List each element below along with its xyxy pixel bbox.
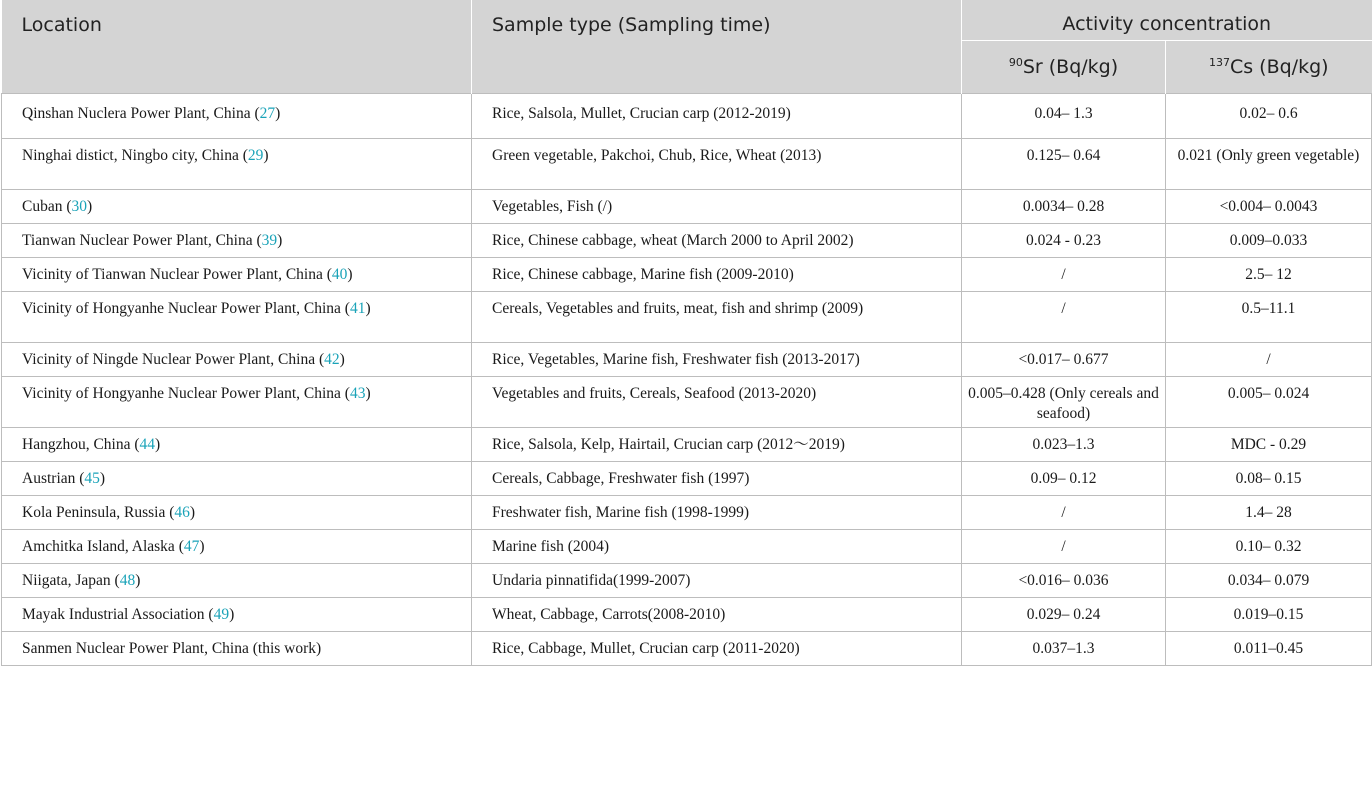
cell-location: [2, 428, 472, 462]
table-row: [2, 258, 1372, 292]
table-row: [2, 632, 1372, 666]
cell-sr90: /: [962, 292, 1166, 343]
cell-sr90: <0.016– 0.036: [962, 564, 1166, 598]
header-cs137: [1166, 41, 1372, 94]
location-text: Hangzhou, China (: [22, 436, 140, 453]
reference-link[interactable]: 29: [247, 147, 264, 164]
cell-cs137: 0.10– 0.32: [1166, 530, 1372, 564]
closing-paren: ): [365, 385, 371, 402]
cell-sample-type: Vegetables, Fish (/): [472, 190, 962, 224]
table-header: [2, 0, 1372, 94]
location-text: Vicinity of Hongyanhe Nuclear Power Plant, China (: [22, 385, 350, 402]
cell-cs137: 0.019–0.15: [1166, 598, 1372, 632]
reference-link[interactable]: 41: [349, 300, 366, 317]
cell-sr90: /: [962, 258, 1166, 292]
cell-cs137: /: [1166, 343, 1372, 377]
cell-cs137: 0.005– 0.024: [1166, 377, 1372, 428]
cell-sample-type: Rice, Vegetables, Marine fish, Freshwater fish (2013-2017): [472, 343, 962, 377]
location-text: Cuban (: [22, 198, 72, 215]
reference-link[interactable]: 42: [324, 351, 340, 368]
reference-link[interactable]: 44: [139, 436, 156, 453]
cell-sr90: 0.0034– 0.28: [962, 190, 1166, 224]
cell-cs137: 0.034– 0.079: [1166, 564, 1372, 598]
cell-location: [2, 377, 472, 428]
location-text: Vicinity of Ningde Nuclear Power Plant, China (: [22, 351, 325, 368]
closing-paren: ): [87, 198, 93, 215]
cell-sr90: 0.04– 1.3: [962, 94, 1166, 139]
closing-paren: ): [199, 538, 205, 555]
table-row: [2, 462, 1372, 496]
cell-location: [2, 94, 472, 139]
cell-sr90: 0.125– 0.64: [962, 139, 1166, 190]
cs-unit-label: Cs (Bq/kg): [1229, 56, 1329, 78]
table-row: [2, 530, 1372, 564]
cell-sample-type: Rice, Cabbage, Mullet, Crucian carp (2011-2020): [472, 632, 962, 666]
closing-paren: ): [277, 232, 283, 249]
table-row: [2, 343, 1372, 377]
cell-cs137: 0.011–0.45: [1166, 632, 1372, 666]
cell-sample-type: Rice, Salsola, Mullet, Crucian carp (2012-2019): [472, 94, 962, 139]
cell-sample-type: Cereals, Vegetables and fruits, meat, fish and shrimp (2009): [472, 292, 962, 343]
sr-unit-label: Sr (Bq/kg): [1022, 56, 1119, 78]
header-location: Location: [2, 0, 472, 94]
cell-sr90: /: [962, 530, 1166, 564]
closing-paren: ): [135, 572, 141, 589]
table-row: [2, 428, 1372, 462]
cell-location: [2, 598, 472, 632]
location-text: Vicinity of Tianwan Nuclear Power Plant, China (: [22, 266, 332, 283]
closing-paren: ): [229, 606, 235, 623]
cell-sample-type: Rice, Chinese cabbage, wheat (March 2000 to April 2002): [472, 224, 962, 258]
reference-link[interactable]: 27: [259, 105, 276, 122]
cell-sample-type: Wheat, Cabbage, Carrots(2008-2010): [472, 598, 962, 632]
cell-sr90: 0.037–1.3: [962, 632, 1166, 666]
location-text: Qinshan Nuclera Power Plant, China (: [22, 105, 260, 122]
location-text: Tianwan Nuclear Power Plant, China (: [22, 232, 262, 249]
cell-sample-type: Rice, Salsola, Kelp, Hairtail, Crucian carp (2012～2019): [472, 428, 962, 462]
table-row: [2, 292, 1372, 343]
reference-link[interactable]: 48: [119, 572, 136, 589]
cell-cs137: 0.08– 0.15: [1166, 462, 1372, 496]
reference-link[interactable]: 47: [183, 538, 200, 555]
cell-sr90: /: [962, 496, 1166, 530]
cell-sample-type: Cereals, Cabbage, Freshwater fish (1997): [472, 462, 962, 496]
cell-location: [2, 632, 472, 666]
reference-link[interactable]: 46: [174, 504, 190, 521]
cell-sr90: 0.09– 0.12: [962, 462, 1166, 496]
location-text: Ninghai distict, Ningbo city, China (: [22, 147, 248, 164]
sr-isotope-number: 90: [1008, 56, 1023, 69]
cs-isotope-number: 137: [1208, 56, 1230, 69]
cell-location: [2, 462, 472, 496]
cell-location: [2, 496, 472, 530]
cell-location: [2, 292, 472, 343]
cell-location: [2, 139, 472, 190]
location-text: Niigata, Japan (: [22, 572, 120, 589]
cell-cs137: 0.009–0.033: [1166, 224, 1372, 258]
cell-cs137: MDC - 0.29: [1166, 428, 1372, 462]
cell-location: [2, 190, 472, 224]
closing-paren: ): [339, 351, 345, 368]
closing-paren: ): [189, 504, 196, 521]
table-row: [2, 139, 1372, 190]
reference-link[interactable]: 45: [84, 470, 100, 487]
cell-location: [2, 564, 472, 598]
cell-sr90: 0.023–1.3: [962, 428, 1166, 462]
table-row: [2, 496, 1372, 530]
closing-paren: ): [347, 266, 353, 283]
reference-link[interactable]: 40: [331, 266, 348, 283]
table-row: [2, 94, 1372, 139]
closing-paren: ): [275, 105, 281, 122]
reference-link[interactable]: 30: [71, 198, 88, 215]
location-text: Austrian (: [22, 470, 85, 487]
table-row: [2, 224, 1372, 258]
header-sample-type: Sample type (Sampling time): [472, 0, 962, 94]
closing-paren: ): [99, 470, 106, 487]
cell-cs137: 0.02– 0.6: [1166, 94, 1372, 139]
reference-link[interactable]: 49: [213, 606, 230, 623]
reference-link[interactable]: 39: [261, 232, 278, 249]
cell-sample-type: Freshwater fish, Marine fish (1998-1999): [472, 496, 962, 530]
closing-paren: ): [263, 147, 269, 164]
cell-sample-type: Marine fish (2004): [472, 530, 962, 564]
location-text: Kola Peninsula, Russia (: [22, 504, 175, 521]
cell-sample-type: Vegetables and fruits, Cereals, Seafood (2013-2020): [472, 377, 962, 428]
cell-location: [2, 258, 472, 292]
closing-paren: ): [155, 436, 161, 453]
table-body: [2, 94, 1372, 666]
location-text: Amchitka Island, Alaska (: [22, 538, 184, 555]
activity-concentration-table: [1, 0, 1372, 666]
cell-location: [2, 343, 472, 377]
location-text: Mayak Industrial Association (: [22, 606, 214, 623]
cell-sample-type: Green vegetable, Pakchoi, Chub, Rice, Wheat (2013): [472, 139, 962, 190]
closing-paren: ): [365, 300, 371, 317]
cell-sr90: <0.017– 0.677: [962, 343, 1166, 377]
cell-cs137: 0.021 (Only green vegetable): [1166, 139, 1372, 190]
cell-sr90: 0.029– 0.24: [962, 598, 1166, 632]
header-activity-concentration: Activity concentration: [962, 0, 1372, 41]
location-text: Vicinity of Hongyanhe Nuclear Power Plant, China (: [22, 300, 350, 317]
table-row: [2, 564, 1372, 598]
cell-location: [2, 224, 472, 258]
table-row: [2, 377, 1372, 428]
table-row: [2, 190, 1372, 224]
cell-location: [2, 530, 472, 564]
table-row: [2, 598, 1372, 632]
cell-sr90: 0.024 - 0.23: [962, 224, 1166, 258]
cell-cs137: 0.5–11.1: [1166, 292, 1372, 343]
cell-sample-type: Undaria pinnatifida(1999-2007): [472, 564, 962, 598]
cell-cs137: 2.5– 12: [1166, 258, 1372, 292]
cell-cs137: <0.004– 0.0043: [1166, 190, 1372, 224]
header-sr90: [962, 41, 1166, 94]
location-text: Sanmen Nuclear Power Plant, China (this work): [22, 640, 322, 657]
cell-cs137: 1.4– 28: [1166, 496, 1372, 530]
reference-link[interactable]: 43: [349, 385, 366, 402]
cell-sample-type: Rice, Chinese cabbage, Marine fish (2009-2010): [472, 258, 962, 292]
cell-sr90: 0.005–0.428 (Only cereals and seafood): [962, 377, 1166, 428]
